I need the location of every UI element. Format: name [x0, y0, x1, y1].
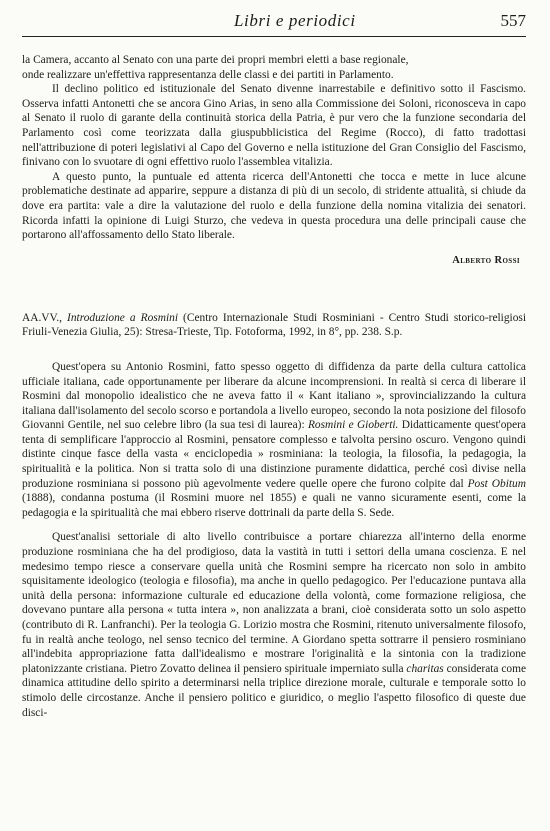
paragraph-gap	[22, 520, 526, 530]
paragraph-sectoral-analysis	[22, 530, 526, 720]
paragraph-text: considerata come dinamica attitudine dello spirito a determinarsi nella triplice direzione morale, culturale e temporale sotto lo stimolo delle circostanze. Anche il pensiero politico e giuridico, o meglio l'aspetto filosofico di queste due disci-	[22, 662, 526, 719]
italic-term: charitas	[406, 662, 444, 675]
entry-publication-info: (Centro Internazionale Studi Rosminiani - Centro Studi storico-religiosi Friuli-Venezia Giulia, 25): Stresa-Trieste, Tip. Fotoforma, 1992, in 8°, pp. 238. S.p.	[22, 311, 526, 339]
previous-review-continuation	[22, 53, 526, 266]
text-line-2: onde realizzare un'effettiva rappresentanza delle classi e dei partiti in Parlamento.	[22, 68, 394, 81]
bibliographic-entry	[22, 311, 526, 340]
paragraph-text: Didatticamente quest'opera tenta di semplificare l'approccio al Rosmini, pensatore complesso e talvolta persino oscuro. Vengono quindi distinte cinque fasce della vasta « enciclopedia » rosminiana: la teologia, la filosofia, la pedagogia, la spiritualità e la politica. Non si tratta solo di una distinzione puramente didattica, perché così divise nella produzione rosminiana si possono più agevolmente vedere quelle opere che furono colpite dal	[22, 419, 526, 490]
running-title: Libri e periodici	[234, 11, 356, 30]
entry-authors: AA.VV.,	[22, 311, 68, 324]
paragraph-senato-fascismo: Il declino politico ed istituzionale del Senato divenne inarrestabile e definitivo sotto il Fascismo. Osserva infatti Antonetti che se ancora Gino Arias, in seno alla Commissione dei Soloni, riconosceva in capo al Senato il ruolo di garante della continuità storica della Patria, è pur vero che la funzione secondaria del Parlamento così come teorizzata dalla giuspubblicistica del Regime (Rocco), di fatto tradottasi nell'attribuzione di poteri legislativi al Capo del Governo e nella istituzione del Gran Consiglio del Fascismo, finivano con lo svuotare di ogni effettivo ruolo l'assemblea vitalizia.	[22, 83, 526, 169]
book-page	[22, 8, 526, 720]
text-line	[22, 68, 526, 83]
paragraph-antonetti-conclusion: A questo punto, la puntuale ed attenta ricerca dell'Antonetti che tocca e mette in luce alcune problematiche destinate ad apparire, seppure a distanza di più di un secolo, di stridente attualità, si chiude da dove era partita: vale a dire la valutazione del ruolo e della funzione della nomina vitalizia dei senatori. Ricorda infatti la opinione di Luigi Sturzo, che vedeva in questa procedura una delle principali cause che portarono all'affossamento dello Stato liberale.	[22, 170, 526, 242]
review-body	[22, 360, 526, 720]
header-rule	[22, 36, 526, 37]
page-header	[22, 8, 526, 34]
italic-title: Post Obitum	[467, 477, 526, 490]
review-signature: Alberto Rossi	[452, 254, 520, 266]
text-line	[22, 53, 526, 68]
paragraph-text: Quest'opera su Antonio Rosmini, fatto spesso oggetto di diffidenza da parte della cultura cattolica ufficiale italiana, cade opportunamente per liberare da alcune incomprensioni. In realtà si cerca di liberare il Rosmini dal monopolio idealistico che ne aveva fatto il « Kant italiano », sprovincializzando la cultura italiana dall'isolamento del secolo scorso e portandola a livello europeo, secondo la nota posizione del filosofo Giovanni Gentile, nel suo celebre libro (la sua tesi di laurea):	[22, 360, 526, 432]
paragraph-rosmini-intro	[22, 360, 526, 521]
page-number: 557	[500, 11, 526, 30]
paragraph-text: (1888), condanna postuma (il Rosmini muore nel 1855) e quali ne vanno sicuramente esenti, come la pedagogia e la spiritualità che mai ebbero riserve dottrinali da parte della S. Sede.	[22, 492, 526, 519]
entry-title: Introduzione a Rosmini	[67, 311, 178, 324]
text-line-1: la Camera, accanto al Senato con una parte dei propri membri eletti a base regionale,	[22, 54, 409, 66]
paragraph-text: Quest'analisi settoriale di alto livello contribuisce a portare chiarezza all'interno della enorme produzione rosminiana che ha del prodigioso, data la vastità in tutti i settori della umana coscienza. E nel medesimo tempo riesce a conservare quella unità che Rosmini sempre ha ricercato non solo in ambito squisitamente ideologico (teologia e filosofia), ma anche in quello pedagogico. Per l'educazione puntava alla unità della persona: informazione culturale ed educazione della volontà, come formazione religiosa, che dovevano puntare alla persona « tutta intera », non analizzata a brani, cioè considerata sotto un solo aspetto (contributo di R. Lanfranchi). Per la teologia G. Lorizio mostra che Rosmini, ritenuto universalmente filosofo, fu in realtà anche teologo, nel senso tecnico del termine. A Giordano spetta sottrarre il pensiero rosminiano all'indebita appropriazione fatta dall'idealismo e mostrare l'originalità e la sintonia con la tradizione platonizzante cristiana. Pietro Zovatto delinea il pensiero spirituale imperniato sulla	[22, 531, 526, 675]
italic-title: Rosmini e Gioberti.	[307, 419, 399, 432]
